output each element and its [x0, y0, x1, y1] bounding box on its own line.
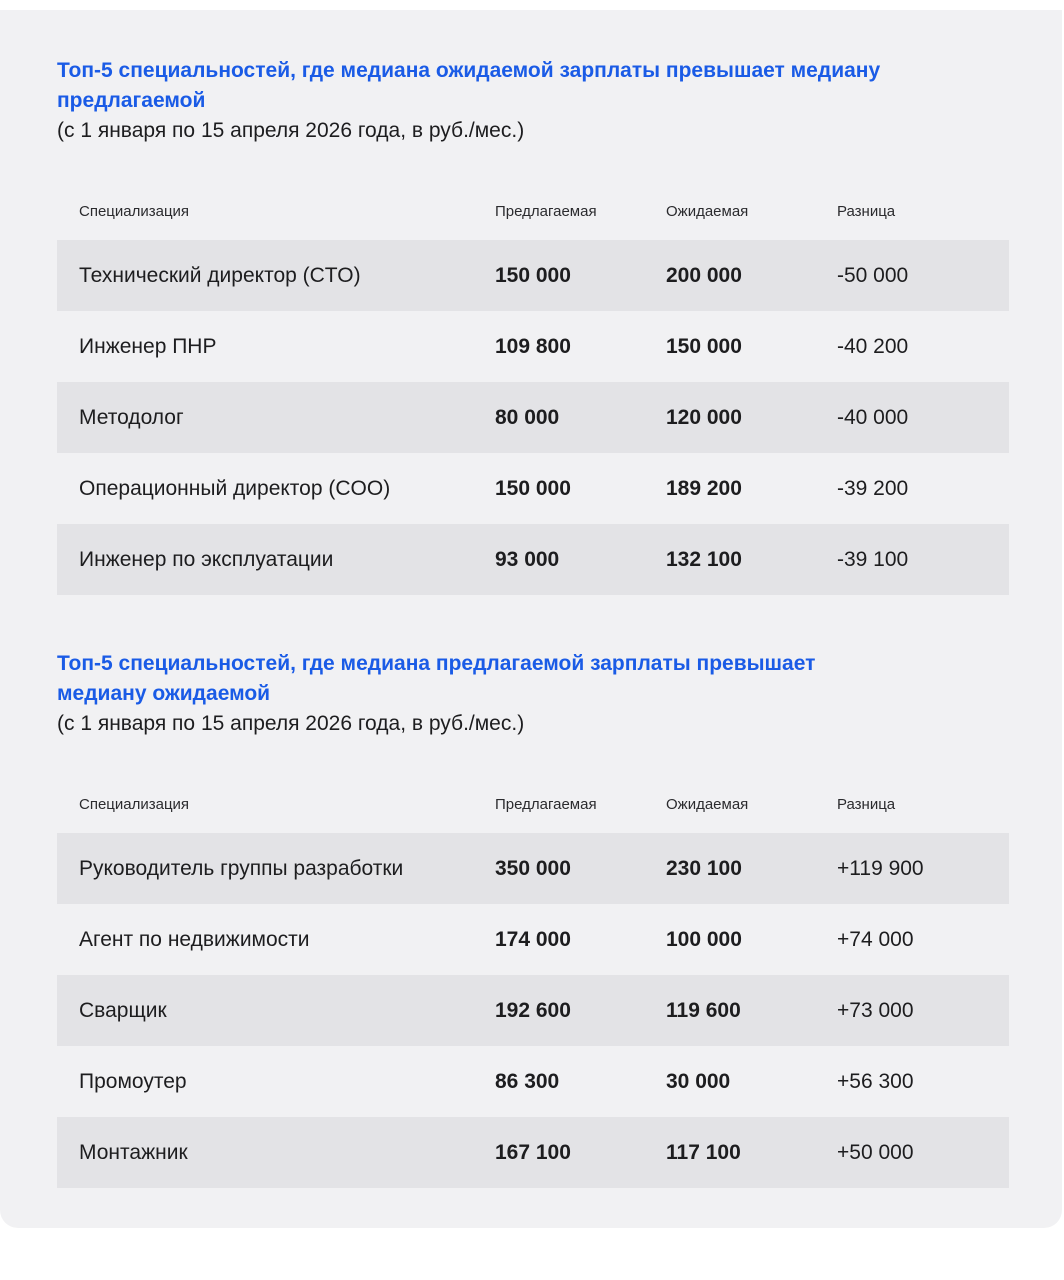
cell-difference: -40 000	[837, 405, 909, 429]
cell-specialization: Методолог	[79, 405, 184, 429]
header-expected: Ожидаемая	[666, 795, 749, 813]
header-specialization: Специализация	[79, 795, 190, 813]
cell-difference: +50 000	[837, 1140, 914, 1164]
cell-difference: +73 000	[837, 998, 914, 1022]
salary-table	[57, 775, 1009, 1188]
table-row	[57, 1117, 1009, 1188]
cell-offered: 93 000	[495, 547, 560, 571]
cell-specialization: Монтажник	[79, 1140, 188, 1164]
table-row	[57, 524, 1009, 595]
cell-expected: 230 100	[666, 856, 742, 880]
cell-expected: 100 000	[666, 927, 742, 951]
section-subtitle: (с 1 января по 15 апреля 2026 года, в руб./мес.)	[57, 119, 525, 142]
cell-offered: 192 600	[495, 998, 571, 1022]
cell-offered: 150 000	[495, 263, 571, 287]
cell-specialization: Инженер по эксплуатации	[79, 547, 334, 571]
cell-expected: 189 200	[666, 476, 742, 500]
cell-difference: -39 100	[837, 547, 909, 571]
cell-offered: 86 300	[495, 1069, 560, 1093]
cell-offered: 174 000	[495, 927, 571, 951]
section-title: Топ-5 специальностей, где медиана предлагаемой зарплаты превышает медиану ожидаемой	[57, 652, 816, 705]
cell-expected: 119 600	[666, 998, 741, 1022]
cell-difference: +74 000	[837, 927, 914, 951]
cell-expected: 200 000	[666, 263, 742, 287]
table-row	[57, 1046, 1009, 1117]
cell-offered: 109 800	[495, 334, 571, 358]
cell-specialization: Промоутер	[79, 1069, 187, 1093]
table-header	[57, 775, 1009, 833]
table-row	[57, 975, 1009, 1046]
cell-difference: +56 300	[837, 1069, 914, 1093]
cell-expected: 30 000	[666, 1069, 731, 1093]
cell-expected: 132 100	[666, 547, 742, 571]
section-title: Топ-5 специальностей, где медиана ожидаемой зарплаты превышает медиану предлагаемой	[57, 59, 881, 112]
cell-specialization: Агент по недвижимости	[79, 927, 310, 951]
cell-expected: 120 000	[666, 405, 742, 429]
header-expected: Ожидаемая	[666, 202, 749, 220]
cell-offered: 80 000	[495, 405, 560, 429]
table-row	[57, 382, 1009, 453]
header-offered: Предлагаемая	[495, 795, 597, 813]
cell-difference: -39 200	[837, 476, 909, 500]
cell-specialization: Сварщик	[79, 998, 167, 1022]
cell-offered: 150 000	[495, 476, 571, 500]
salary-table	[57, 182, 1009, 595]
header-difference: Разница	[837, 795, 896, 813]
cell-expected: 117 100	[666, 1140, 741, 1164]
cell-difference: +119 900	[837, 856, 924, 880]
table-row	[57, 453, 1009, 524]
table-header	[57, 182, 1009, 240]
cell-expected: 150 000	[666, 334, 742, 358]
header-specialization: Специализация	[79, 202, 190, 220]
cell-specialization: Операционный директор (COO)	[79, 476, 391, 500]
cell-specialization: Технический директор (CTO)	[79, 263, 361, 287]
cell-specialization: Руководитель группы разработки	[79, 856, 404, 880]
table-row	[57, 904, 1009, 975]
cell-difference: -50 000	[837, 263, 909, 287]
cell-offered: 350 000	[495, 856, 571, 880]
section-offered-above-expected	[57, 649, 1009, 1188]
cell-offered: 167 100	[495, 1140, 571, 1164]
cell-specialization: Инженер ПНР	[79, 334, 217, 358]
cell-difference: -40 200	[837, 334, 909, 358]
table-row	[57, 240, 1009, 311]
section-expected-above-offered	[57, 56, 1009, 595]
table-row	[57, 833, 1009, 904]
header-offered: Предлагаемая	[495, 202, 597, 220]
header-difference: Разница	[837, 202, 896, 220]
section-subtitle: (с 1 января по 15 апреля 2026 года, в руб./мес.)	[57, 712, 525, 735]
table-row	[57, 311, 1009, 382]
